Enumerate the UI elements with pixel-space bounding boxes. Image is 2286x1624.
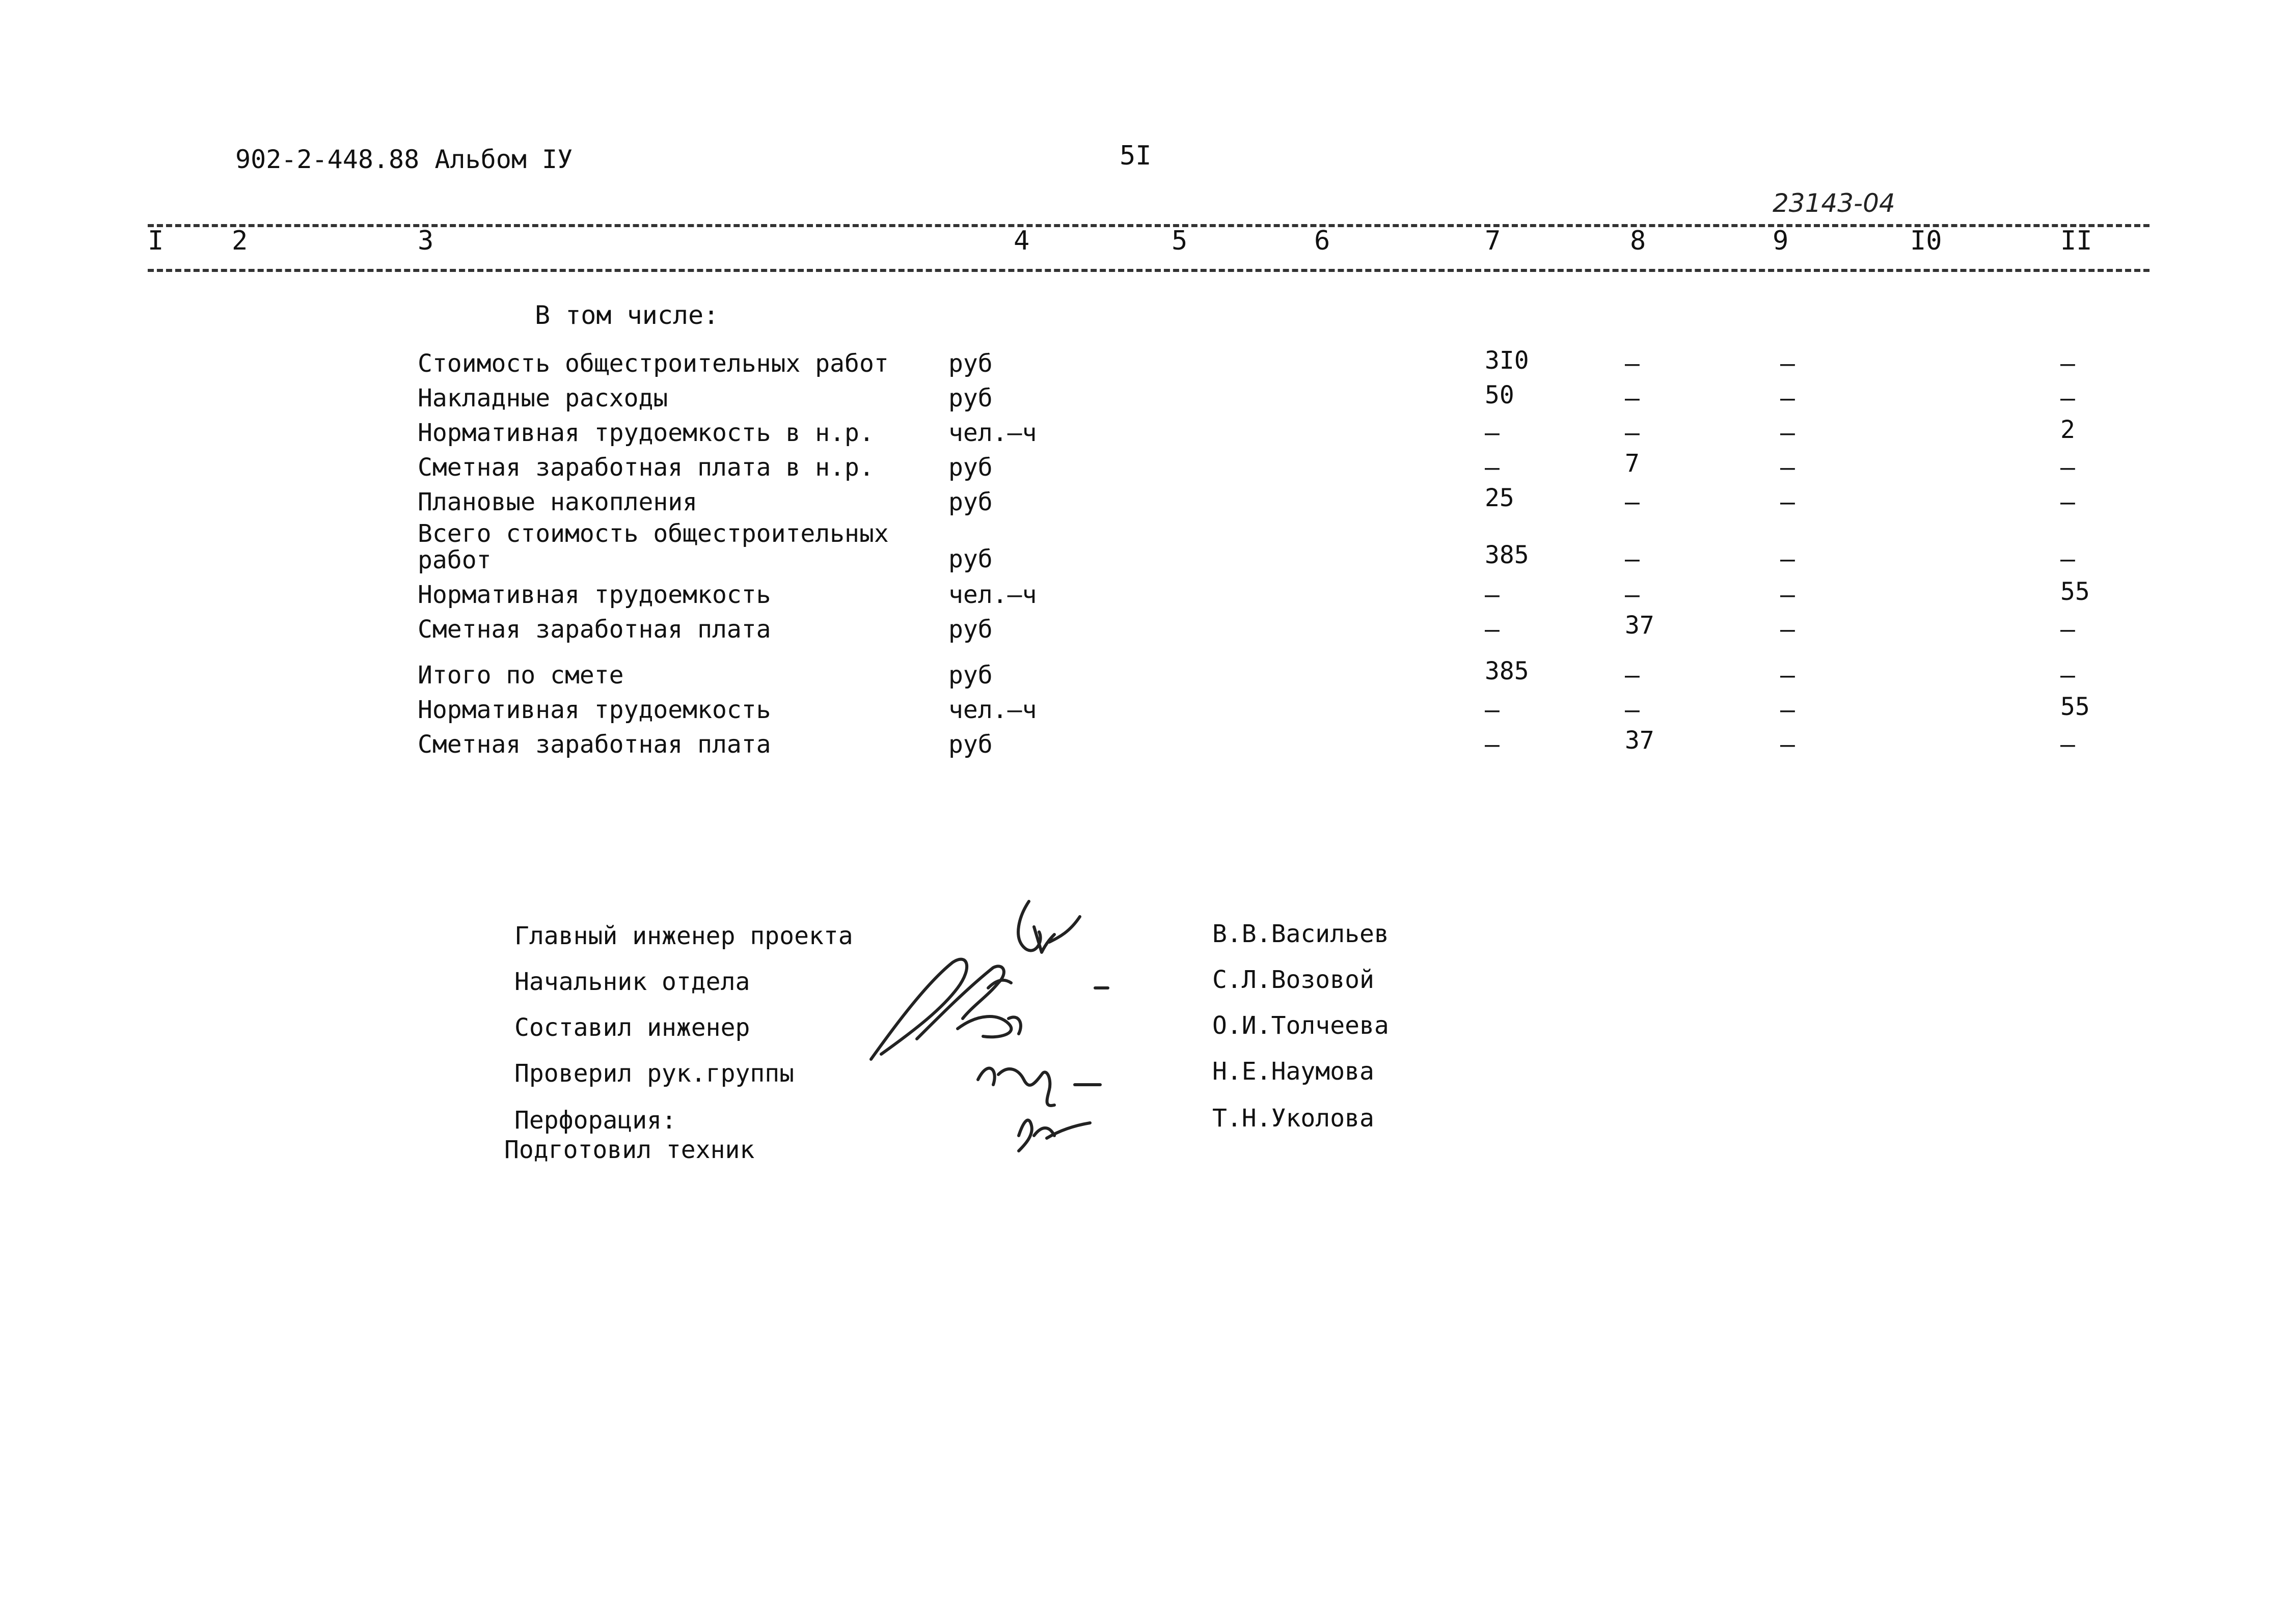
signature-name: Т.Н.Уколова <box>1212 1104 1374 1133</box>
row-value-col11: 55 <box>2060 577 2090 606</box>
header-top-rule <box>148 224 2149 227</box>
row-value-col9: – <box>1780 488 1795 516</box>
row-value-col7: 385 <box>1485 657 1529 685</box>
row-value-col8: – <box>1625 661 1640 690</box>
row-unit: чел.–ч <box>948 419 1037 447</box>
column-number: 4 <box>1014 226 1030 256</box>
row-value-col11: – <box>2060 615 2075 644</box>
row-value-col8: 7 <box>1625 449 1640 478</box>
row-name: Нормативная трудоемкость <box>418 581 771 609</box>
row-value-col9: – <box>1780 730 1795 759</box>
row-value-col11: – <box>2060 488 2075 516</box>
row-name: Нормативная трудоемкость в н.р. <box>418 419 874 447</box>
row-value-col7: – <box>1485 581 1500 609</box>
document-code: 902-2-448.88 Альбом IУ <box>235 145 573 174</box>
row-name: Стоимость общестроительных работ <box>418 349 889 378</box>
row-value-col9: – <box>1780 696 1795 724</box>
row-unit: чел.–ч <box>948 581 1037 609</box>
row-value-col9: – <box>1780 453 1795 482</box>
row-name: Плановые накопления <box>418 488 698 516</box>
row-value-col8: – <box>1625 419 1640 447</box>
row-value-col7: – <box>1485 696 1500 724</box>
row-value-col11: – <box>2060 661 2075 690</box>
row-value-col7: – <box>1485 730 1500 759</box>
column-number: 5 <box>1172 226 1188 256</box>
row-value-col8: – <box>1625 488 1640 516</box>
row-value-col9: – <box>1780 419 1795 447</box>
row-name: Сметная заработная плата <box>418 730 771 759</box>
handwritten-code: 23143-04 <box>1773 188 1895 218</box>
row-name: Накладные расходы <box>418 384 668 412</box>
column-number: 9 <box>1773 226 1789 256</box>
row-value-col7: – <box>1485 615 1500 644</box>
row-value-col11: – <box>2060 730 2075 759</box>
row-value-col8: – <box>1625 349 1640 378</box>
row-value-col7: – <box>1485 419 1500 447</box>
header-bottom-rule <box>148 269 2149 272</box>
row-name: Сметная заработная плата в н.р. <box>418 453 874 482</box>
row-value-col7: 50 <box>1485 381 1514 409</box>
column-number: I <box>148 226 164 256</box>
signature-role: Начальник отдела <box>514 968 750 996</box>
signature-role: Перфорация: <box>514 1106 676 1135</box>
row-value-col9: – <box>1780 661 1795 690</box>
row-value-col11: 2 <box>2060 416 2075 444</box>
row-value-col8: – <box>1625 545 1640 573</box>
row-value-col8: – <box>1625 384 1640 412</box>
row-unit: руб <box>948 349 993 378</box>
signature-role: Составил инженер <box>514 1013 750 1042</box>
section-title: В том числе: <box>535 300 719 330</box>
row-unit: руб <box>948 730 993 759</box>
row-value-col7: – <box>1485 453 1500 482</box>
row-value-col8: 37 <box>1625 611 1654 640</box>
row-value-col11: – <box>2060 545 2075 573</box>
row-value-col9: – <box>1780 349 1795 378</box>
row-unit: руб <box>948 661 993 690</box>
signature-name: В.В.Васильев <box>1212 920 1389 948</box>
row-unit: руб <box>948 453 993 482</box>
column-number: 7 <box>1485 226 1501 256</box>
column-number: 8 <box>1630 226 1646 256</box>
row-name: Нормативная трудоемкость <box>418 696 771 724</box>
row-value-col7: 3I0 <box>1485 346 1529 375</box>
row-value-col9: – <box>1780 581 1795 609</box>
row-unit: чел.–ч <box>948 696 1037 724</box>
row-value-col8: – <box>1625 696 1640 724</box>
row-value-col11: – <box>2060 384 2075 412</box>
row-name: Всего стоимость общестроительных работ <box>418 519 889 574</box>
signature-name: Н.Е.Наумова <box>1212 1057 1374 1086</box>
column-number: II <box>2060 226 2092 256</box>
row-unit: руб <box>948 615 993 644</box>
signature-name: О.И.Толчеева <box>1212 1011 1389 1040</box>
handwritten-signatures <box>866 886 1172 1171</box>
row-value-col7: 25 <box>1485 484 1514 512</box>
row-value-col9: – <box>1780 615 1795 644</box>
column-number: 3 <box>418 226 434 256</box>
row-value-col9: – <box>1780 384 1795 412</box>
page-number: 5I <box>1120 141 1152 171</box>
row-value-col11: – <box>2060 453 2075 482</box>
row-value-col11: – <box>2060 349 2075 378</box>
row-name: Сметная заработная плата <box>418 615 771 644</box>
signature-role: Главный инженер проекта <box>514 922 853 950</box>
row-unit: руб <box>948 488 993 516</box>
row-value-col8: 37 <box>1625 726 1654 755</box>
signature-name: С.Л.Возовой <box>1212 966 1374 994</box>
row-value-col9: – <box>1780 545 1795 573</box>
signature-role: Подготовил техник <box>504 1136 755 1164</box>
row-value-col7: 385 <box>1485 541 1529 569</box>
column-number: 2 <box>232 226 248 256</box>
row-value-col11: 55 <box>2060 693 2090 721</box>
row-unit: руб <box>948 545 993 573</box>
row-unit: руб <box>948 384 993 412</box>
column-number: I0 <box>1910 226 1942 256</box>
column-number: 6 <box>1314 226 1330 256</box>
row-value-col8: – <box>1625 581 1640 609</box>
row-name: Итого по смете <box>418 661 624 690</box>
signature-role: Проверил рук.группы <box>514 1059 795 1088</box>
